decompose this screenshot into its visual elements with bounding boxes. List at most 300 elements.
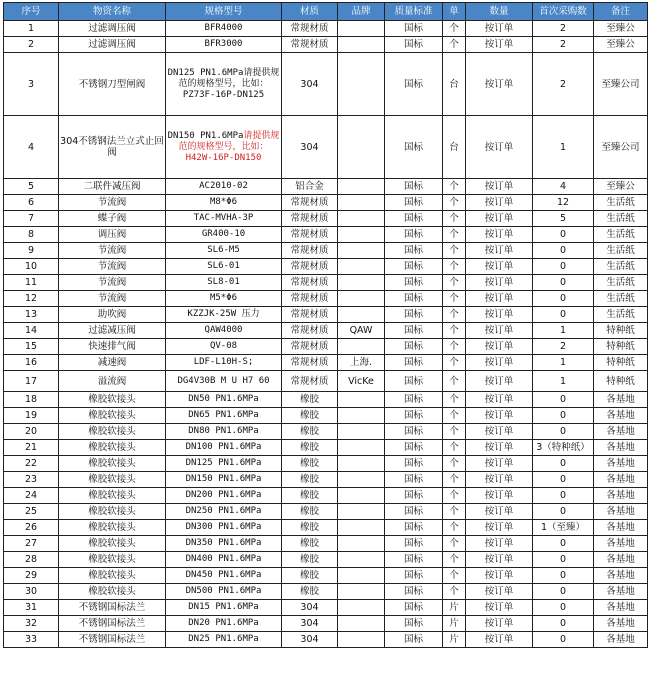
cell-first-purchase[interactable]: 0 (533, 307, 594, 323)
cell-material[interactable]: 304 (282, 616, 338, 632)
cell-standard[interactable]: 国标 (385, 424, 443, 440)
cell-name[interactable]: 橡胶软接头 (59, 568, 166, 584)
cell-standard[interactable]: 国标 (385, 488, 443, 504)
cell-first-purchase[interactable]: 0 (533, 424, 594, 440)
table-row[interactable] (4, 424, 648, 440)
cell-note[interactable]: 特种纸 (594, 323, 648, 339)
cell-unit[interactable]: 台 (443, 116, 466, 179)
cell-standard[interactable]: 国标 (385, 536, 443, 552)
cell-qty[interactable]: 按订单 (466, 472, 533, 488)
cell-qty[interactable]: 按订单 (466, 392, 533, 408)
cell-standard[interactable]: 国标 (385, 552, 443, 568)
cell-no[interactable]: 30 (4, 584, 59, 600)
cell-note[interactable]: 特种纸 (594, 339, 648, 355)
cell-qty[interactable]: 按订单 (466, 339, 533, 355)
cell-standard[interactable]: 国标 (385, 211, 443, 227)
cell-spec[interactable] (166, 440, 282, 456)
cell-spec[interactable] (166, 307, 282, 323)
cell-material[interactable]: 常规材质 (282, 307, 338, 323)
cell-note[interactable]: 各基地 (594, 440, 648, 456)
cell-standard[interactable]: 国标 (385, 179, 443, 195)
cell-standard[interactable]: 国标 (385, 291, 443, 307)
cell-unit[interactable]: 个 (443, 488, 466, 504)
cell-first-purchase[interactable]: 1 (533, 323, 594, 339)
cell-first-purchase[interactable]: 0 (533, 227, 594, 243)
cell-no[interactable]: 9 (4, 243, 59, 259)
cell-no[interactable]: 20 (4, 424, 59, 440)
table-row[interactable] (4, 243, 648, 259)
cell-spec[interactable] (166, 259, 282, 275)
cell-first-purchase[interactable]: 4 (533, 179, 594, 195)
cell-brand[interactable] (338, 227, 385, 243)
cell-spec[interactable] (166, 584, 282, 600)
table-row[interactable] (4, 440, 648, 456)
cell-no[interactable]: 5 (4, 179, 59, 195)
cell-spec[interactable] (166, 632, 282, 648)
cell-unit[interactable]: 个 (443, 355, 466, 371)
cell-qty[interactable]: 按订单 (466, 488, 533, 504)
cell-unit[interactable]: 个 (443, 259, 466, 275)
cell-standard[interactable]: 国标 (385, 116, 443, 179)
cell-standard[interactable]: 国标 (385, 243, 443, 259)
cell-name[interactable]: 节流阀 (59, 243, 166, 259)
col-header-material[interactable]: 材质 (282, 3, 338, 21)
table-row[interactable] (4, 371, 648, 392)
cell-note[interactable]: 生活纸 (594, 291, 648, 307)
cell-unit[interactable]: 个 (443, 275, 466, 291)
cell-name[interactable]: 橡胶软接头 (59, 488, 166, 504)
table-row[interactable] (4, 472, 648, 488)
cell-note[interactable]: 特种纸 (594, 371, 648, 392)
cell-note[interactable]: 各基地 (594, 472, 648, 488)
cell-first-purchase[interactable]: 0 (533, 259, 594, 275)
cell-first-purchase[interactable]: 5 (533, 211, 594, 227)
cell-material[interactable]: 304 (282, 116, 338, 179)
cell-material[interactable]: 常规材质 (282, 227, 338, 243)
cell-spec[interactable] (166, 504, 282, 520)
cell-qty[interactable]: 按订单 (466, 616, 533, 632)
cell-spec[interactable] (166, 21, 282, 37)
cell-qty[interactable]: 按订单 (466, 520, 533, 536)
cell-no[interactable]: 1 (4, 21, 59, 37)
cell-note[interactable]: 各基地 (594, 536, 648, 552)
cell-name[interactable]: 节流阀 (59, 291, 166, 307)
cell-no[interactable]: 13 (4, 307, 59, 323)
table-row[interactable] (4, 488, 648, 504)
cell-brand[interactable] (338, 520, 385, 536)
cell-qty[interactable]: 按订单 (466, 424, 533, 440)
cell-standard[interactable]: 国标 (385, 392, 443, 408)
cell-brand[interactable] (338, 424, 385, 440)
col-header-standard[interactable]: 质量标准 (385, 3, 443, 21)
cell-first-purchase[interactable]: 0 (533, 584, 594, 600)
cell-note[interactable]: 各基地 (594, 392, 648, 408)
cell-name[interactable]: 不锈钢刀型闸阀 (59, 53, 166, 116)
cell-no[interactable]: 31 (4, 600, 59, 616)
cell-brand[interactable] (338, 568, 385, 584)
cell-spec[interactable] (166, 472, 282, 488)
cell-first-purchase[interactable]: 0 (533, 408, 594, 424)
cell-unit[interactable]: 个 (443, 504, 466, 520)
cell-qty[interactable]: 按订单 (466, 37, 533, 53)
cell-name[interactable]: 304不锈钢法兰立式止回阀 (59, 116, 166, 179)
cell-first-purchase[interactable]: 0 (533, 616, 594, 632)
cell-name[interactable]: 橡胶软接头 (59, 392, 166, 408)
cell-unit[interactable]: 个 (443, 456, 466, 472)
cell-name[interactable]: 节流阀 (59, 259, 166, 275)
cell-material[interactable]: 常规材质 (282, 211, 338, 227)
table-row[interactable] (4, 211, 648, 227)
cell-unit[interactable]: 个 (443, 37, 466, 53)
table-row[interactable] (4, 37, 648, 53)
cell-name[interactable]: 过滤减压阀 (59, 323, 166, 339)
cell-spec[interactable] (166, 392, 282, 408)
cell-note[interactable]: 生活纸 (594, 243, 648, 259)
cell-no[interactable]: 26 (4, 520, 59, 536)
cell-first-purchase[interactable]: 0 (533, 552, 594, 568)
cell-no[interactable]: 11 (4, 275, 59, 291)
cell-unit[interactable]: 个 (443, 424, 466, 440)
cell-material[interactable]: 常规材质 (282, 355, 338, 371)
cell-note[interactable]: 至臻公司 (594, 53, 648, 116)
table-row[interactable] (4, 21, 648, 37)
table-row[interactable] (4, 504, 648, 520)
cell-qty[interactable]: 按订单 (466, 227, 533, 243)
cell-unit[interactable]: 个 (443, 307, 466, 323)
cell-unit[interactable]: 个 (443, 584, 466, 600)
cell-first-purchase[interactable]: 0 (533, 600, 594, 616)
cell-spec[interactable] (166, 211, 282, 227)
cell-standard[interactable]: 国标 (385, 307, 443, 323)
cell-no[interactable]: 17 (4, 371, 59, 392)
cell-standard[interactable]: 国标 (385, 355, 443, 371)
cell-spec[interactable] (166, 552, 282, 568)
cell-unit[interactable]: 个 (443, 392, 466, 408)
cell-material[interactable]: 常规材质 (282, 275, 338, 291)
cell-first-purchase[interactable]: 0 (533, 488, 594, 504)
cell-name[interactable]: 蝶子阀 (59, 211, 166, 227)
cell-spec[interactable] (166, 371, 282, 392)
cell-brand[interactable]: 上海. (338, 355, 385, 371)
cell-material[interactable]: 304 (282, 632, 338, 648)
cell-qty[interactable]: 按订单 (466, 195, 533, 211)
cell-note[interactable]: 各基地 (594, 520, 648, 536)
cell-note[interactable]: 至臻公 (594, 37, 648, 53)
table-row[interactable] (4, 339, 648, 355)
cell-no[interactable]: 33 (4, 632, 59, 648)
cell-brand[interactable] (338, 53, 385, 116)
cell-qty[interactable]: 按订单 (466, 371, 533, 392)
cell-note[interactable]: 生活纸 (594, 307, 648, 323)
cell-spec[interactable] (166, 520, 282, 536)
cell-qty[interactable]: 按订单 (466, 440, 533, 456)
cell-brand[interactable] (338, 472, 385, 488)
table-row[interactable] (4, 227, 648, 243)
cell-note[interactable]: 各基地 (594, 632, 648, 648)
cell-material[interactable]: 橡胶 (282, 456, 338, 472)
cell-unit[interactable]: 个 (443, 211, 466, 227)
cell-first-purchase[interactable]: 2 (533, 21, 594, 37)
cell-first-purchase[interactable]: 2 (533, 53, 594, 116)
cell-note[interactable]: 生活纸 (594, 275, 648, 291)
cell-standard[interactable]: 国标 (385, 632, 443, 648)
cell-no[interactable]: 10 (4, 259, 59, 275)
cell-spec[interactable] (166, 179, 282, 195)
cell-note[interactable]: 各基地 (594, 424, 648, 440)
cell-unit[interactable]: 个 (443, 440, 466, 456)
cell-spec[interactable] (166, 488, 282, 504)
cell-no[interactable]: 27 (4, 536, 59, 552)
cell-qty[interactable]: 按订单 (466, 259, 533, 275)
cell-material[interactable]: 橡胶 (282, 552, 338, 568)
cell-standard[interactable]: 国标 (385, 227, 443, 243)
table-row[interactable] (4, 584, 648, 600)
cell-first-purchase[interactable]: 1 (533, 355, 594, 371)
cell-brand[interactable] (338, 504, 385, 520)
cell-brand[interactable] (338, 488, 385, 504)
cell-name[interactable]: 橡胶软接头 (59, 584, 166, 600)
cell-standard[interactable]: 国标 (385, 520, 443, 536)
cell-name[interactable]: 过滤调压阀 (59, 21, 166, 37)
cell-spec[interactable] (166, 408, 282, 424)
cell-qty[interactable]: 按订单 (466, 504, 533, 520)
cell-standard[interactable]: 国标 (385, 259, 443, 275)
cell-no[interactable]: 28 (4, 552, 59, 568)
col-header-note[interactable]: 备注 (594, 3, 648, 21)
cell-qty[interactable]: 按订单 (466, 456, 533, 472)
cell-note[interactable]: 生活纸 (594, 211, 648, 227)
cell-material[interactable]: 常规材质 (282, 21, 338, 37)
cell-unit[interactable]: 片 (443, 616, 466, 632)
cell-brand[interactable] (338, 211, 385, 227)
cell-qty[interactable]: 按订单 (466, 408, 533, 424)
cell-no[interactable]: 12 (4, 291, 59, 307)
cell-unit[interactable]: 个 (443, 371, 466, 392)
cell-brand[interactable] (338, 600, 385, 616)
cell-no[interactable]: 32 (4, 616, 59, 632)
cell-standard[interactable]: 国标 (385, 472, 443, 488)
cell-no[interactable]: 3 (4, 53, 59, 116)
table-row[interactable] (4, 53, 648, 116)
cell-brand[interactable] (338, 440, 385, 456)
table-row[interactable] (4, 275, 648, 291)
cell-brand[interactable] (338, 408, 385, 424)
cell-qty[interactable]: 按订单 (466, 355, 533, 371)
cell-first-purchase[interactable]: 3（特种纸） (533, 440, 594, 456)
cell-unit[interactable]: 个 (443, 227, 466, 243)
cell-brand[interactable] (338, 632, 385, 648)
cell-spec[interactable] (166, 291, 282, 307)
cell-qty[interactable]: 按订单 (466, 632, 533, 648)
cell-first-purchase[interactable]: 0 (533, 243, 594, 259)
cell-qty[interactable]: 按订单 (466, 291, 533, 307)
table-row[interactable] (4, 568, 648, 584)
cell-name[interactable]: 橡胶软接头 (59, 536, 166, 552)
cell-no[interactable]: 2 (4, 37, 59, 53)
cell-note[interactable]: 生活纸 (594, 195, 648, 211)
cell-note[interactable]: 生活纸 (594, 259, 648, 275)
cell-note[interactable]: 各基地 (594, 568, 648, 584)
cell-unit[interactable]: 个 (443, 323, 466, 339)
cell-spec[interactable] (166, 275, 282, 291)
cell-standard[interactable]: 国标 (385, 616, 443, 632)
table-row[interactable] (4, 195, 648, 211)
cell-qty[interactable]: 按订单 (466, 600, 533, 616)
cell-no[interactable]: 8 (4, 227, 59, 243)
cell-spec[interactable] (166, 355, 282, 371)
cell-spec[interactable] (166, 424, 282, 440)
cell-note[interactable]: 各基地 (594, 584, 648, 600)
cell-material[interactable]: 铝合金 (282, 179, 338, 195)
cell-first-purchase[interactable]: 0 (533, 568, 594, 584)
cell-first-purchase[interactable]: 1 (533, 371, 594, 392)
cell-brand[interactable] (338, 21, 385, 37)
cell-first-purchase[interactable]: 0 (533, 472, 594, 488)
table-row[interactable] (4, 600, 648, 616)
cell-first-purchase[interactable]: 0 (533, 504, 594, 520)
cell-standard[interactable]: 国标 (385, 21, 443, 37)
cell-first-purchase[interactable]: 12 (533, 195, 594, 211)
cell-spec[interactable] (166, 195, 282, 211)
cell-unit[interactable]: 个 (443, 568, 466, 584)
cell-brand[interactable] (338, 179, 385, 195)
table-row[interactable] (4, 552, 648, 568)
cell-no[interactable]: 19 (4, 408, 59, 424)
cell-name[interactable]: 橡胶软接头 (59, 424, 166, 440)
cell-name[interactable]: 助吹阀 (59, 307, 166, 323)
cell-material[interactable]: 304 (282, 600, 338, 616)
cell-spec[interactable] (166, 616, 282, 632)
cell-note[interactable]: 特种纸 (594, 355, 648, 371)
cell-standard[interactable]: 国标 (385, 195, 443, 211)
col-header-first-purchase[interactable]: 首次采购数 (533, 3, 594, 21)
cell-material[interactable]: 304 (282, 53, 338, 116)
cell-material[interactable]: 常规材质 (282, 323, 338, 339)
cell-note[interactable]: 至臻公司 (594, 116, 648, 179)
cell-name[interactable]: 二联件减压阀 (59, 179, 166, 195)
cell-qty[interactable]: 按订单 (466, 568, 533, 584)
cell-material[interactable]: 常规材质 (282, 195, 338, 211)
cell-no[interactable]: 29 (4, 568, 59, 584)
cell-unit[interactable]: 片 (443, 632, 466, 648)
cell-name[interactable]: 节流阀 (59, 195, 166, 211)
col-header-name[interactable]: 物资名称 (59, 3, 166, 21)
cell-name[interactable]: 不锈钢国标法兰 (59, 616, 166, 632)
cell-name[interactable]: 减速阀 (59, 355, 166, 371)
col-header-qty[interactable]: 数量 (466, 3, 533, 21)
cell-standard[interactable]: 国标 (385, 568, 443, 584)
cell-standard[interactable]: 国标 (385, 53, 443, 116)
table-row[interactable] (4, 392, 648, 408)
cell-name[interactable]: 溢流阀 (59, 371, 166, 392)
cell-brand[interactable] (338, 536, 385, 552)
col-header-spec[interactable]: 规格型号 (166, 3, 282, 21)
cell-no[interactable]: 6 (4, 195, 59, 211)
cell-name[interactable]: 橡胶软接头 (59, 472, 166, 488)
cell-material[interactable]: 橡胶 (282, 440, 338, 456)
cell-qty[interactable]: 按订单 (466, 211, 533, 227)
cell-note[interactable]: 至臻公 (594, 179, 648, 195)
table-row[interactable] (4, 632, 648, 648)
cell-material[interactable]: 常规材质 (282, 371, 338, 392)
table-row[interactable] (4, 259, 648, 275)
cell-brand[interactable] (338, 584, 385, 600)
cell-name[interactable]: 橡胶软接头 (59, 440, 166, 456)
cell-material[interactable]: 橡胶 (282, 568, 338, 584)
cell-unit[interactable]: 个 (443, 552, 466, 568)
cell-no[interactable]: 23 (4, 472, 59, 488)
cell-first-purchase[interactable]: 0 (533, 632, 594, 648)
cell-name[interactable]: 橡胶软接头 (59, 408, 166, 424)
cell-note[interactable]: 各基地 (594, 488, 648, 504)
cell-qty[interactable]: 按订单 (466, 552, 533, 568)
cell-brand[interactable] (338, 307, 385, 323)
cell-qty[interactable]: 按订单 (466, 536, 533, 552)
table-row[interactable] (4, 616, 648, 632)
cell-spec[interactable] (166, 339, 282, 355)
cell-qty[interactable]: 按订单 (466, 584, 533, 600)
cell-material[interactable]: 橡胶 (282, 392, 338, 408)
cell-name[interactable]: 快速排气阀 (59, 339, 166, 355)
cell-first-purchase[interactable]: 0 (533, 392, 594, 408)
cell-spec[interactable] (166, 568, 282, 584)
cell-note[interactable]: 各基地 (594, 504, 648, 520)
cell-name[interactable]: 橡胶软接头 (59, 504, 166, 520)
cell-unit[interactable]: 台 (443, 53, 466, 116)
table-row[interactable] (4, 456, 648, 472)
cell-unit[interactable]: 个 (443, 179, 466, 195)
cell-spec[interactable] (166, 456, 282, 472)
cell-standard[interactable]: 国标 (385, 408, 443, 424)
cell-note[interactable]: 各基地 (594, 600, 648, 616)
cell-brand[interactable] (338, 392, 385, 408)
cell-qty[interactable]: 按订单 (466, 116, 533, 179)
cell-material[interactable]: 常规材质 (282, 243, 338, 259)
cell-qty[interactable]: 按订单 (466, 21, 533, 37)
cell-no[interactable]: 18 (4, 392, 59, 408)
cell-material[interactable]: 橡胶 (282, 584, 338, 600)
table-row[interactable] (4, 408, 648, 424)
cell-name[interactable]: 不锈钢国标法兰 (59, 600, 166, 616)
cell-first-purchase[interactable]: 0 (533, 275, 594, 291)
cell-no[interactable]: 4 (4, 116, 59, 179)
col-header-brand[interactable]: 品牌 (338, 3, 385, 21)
cell-brand[interactable] (338, 456, 385, 472)
table-row[interactable] (4, 520, 648, 536)
cell-standard[interactable]: 国标 (385, 339, 443, 355)
table-row[interactable] (4, 355, 648, 371)
cell-name[interactable]: 橡胶软接头 (59, 456, 166, 472)
cell-unit[interactable]: 个 (443, 472, 466, 488)
col-header-unit[interactable]: 单 (443, 3, 466, 21)
cell-standard[interactable]: 国标 (385, 600, 443, 616)
cell-first-purchase[interactable]: 0 (533, 291, 594, 307)
cell-note[interactable]: 各基地 (594, 616, 648, 632)
cell-name[interactable]: 节流阀 (59, 275, 166, 291)
cell-standard[interactable]: 国标 (385, 584, 443, 600)
cell-unit[interactable]: 个 (443, 291, 466, 307)
cell-material[interactable]: 橡胶 (282, 408, 338, 424)
cell-name[interactable]: 橡胶软接头 (59, 520, 166, 536)
cell-material[interactable]: 橡胶 (282, 472, 338, 488)
cell-brand[interactable] (338, 37, 385, 53)
cell-material[interactable]: 橡胶 (282, 536, 338, 552)
cell-first-purchase[interactable]: 1（至臻） (533, 520, 594, 536)
cell-first-purchase[interactable]: 2 (533, 339, 594, 355)
cell-brand[interactable] (338, 116, 385, 179)
cell-name[interactable]: 不锈钢国标法兰 (59, 632, 166, 648)
cell-qty[interactable]: 按订单 (466, 275, 533, 291)
